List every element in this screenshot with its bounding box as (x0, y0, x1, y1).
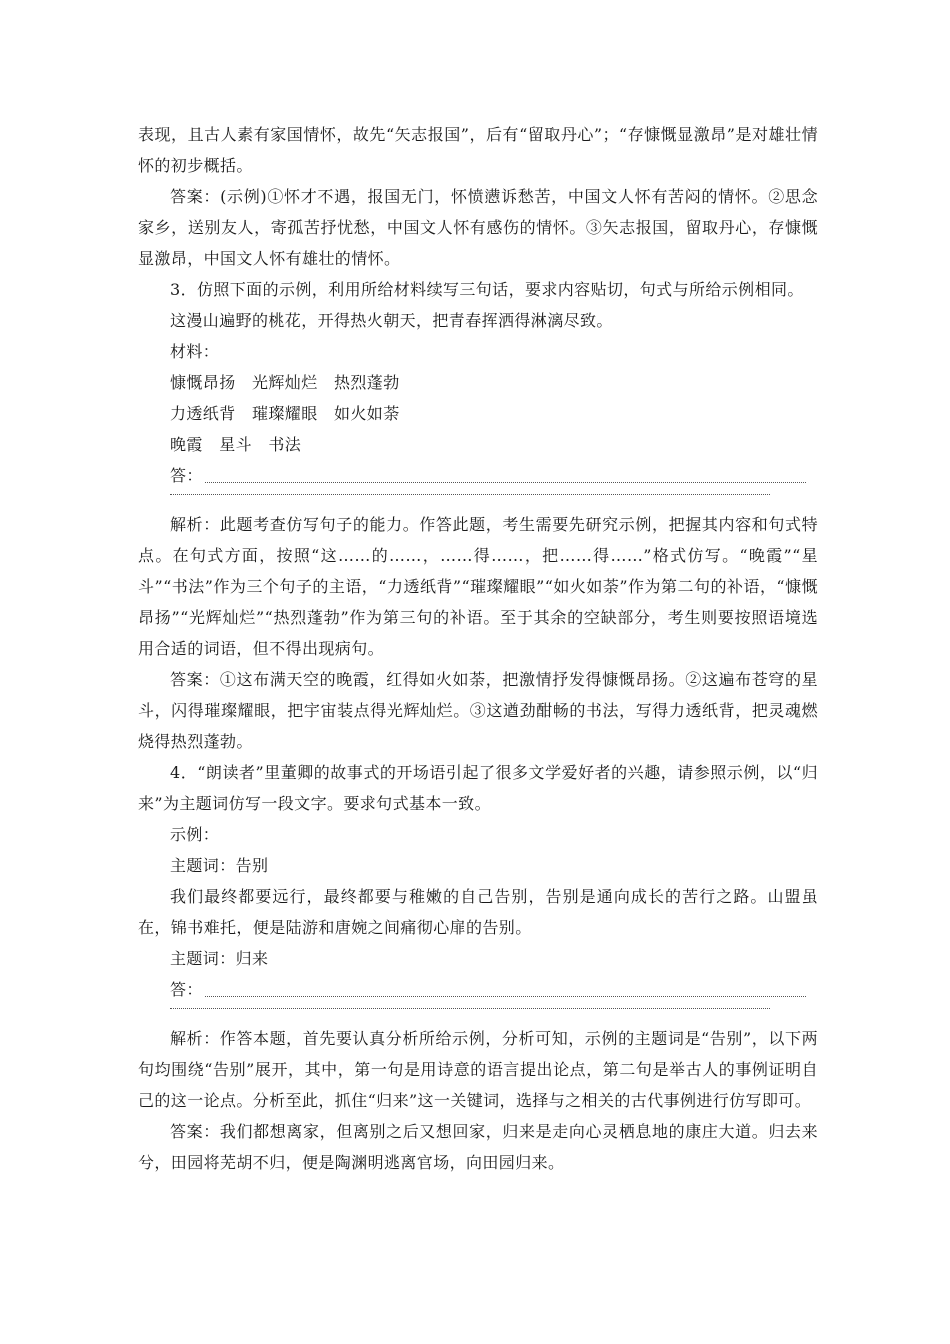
material-line-2: 力透纸背 璀璨耀眼 如火如荼 (170, 404, 400, 423)
question-3-stem: 3．仿照下面的示例，利用所给材料续写三句话，要求内容贴切，句式与所给示例相同。 (170, 280, 804, 299)
topic-word-1: 主题词：告别 (170, 856, 269, 875)
answer-rule (205, 482, 806, 483)
answer-q3: 答案：①这布满天空的晚霞，红得如火如荼，把激情抒发得慷慨昂扬。②这遍布苍穹的星斗，闪得璀璨耀眼，把宇宙装点得光辉灿烂。③这遒劲酣畅的书法，写得力透纸背，把灵魂燃烧得热烈蓬勃。 (138, 670, 818, 751)
document-body (138, 119, 818, 1178)
analysis-q4: 解析：作答本题，首先要认真分析所给示例，分析可知，示例的主题词是“告别”，以下两句均围绕“告别”展开，其中，第一句是用诗意的语言提出论点，第二句是举古人的事例证明自己的这一论点。分析至此，抓住“归来”这一关键词，选择与之相关的古代事例进行仿写即可。 (138, 1029, 818, 1110)
material-line-1: 慷慨昂扬 光辉灿烂 热烈蓬勃 (170, 373, 400, 392)
topic-word-2: 主题词：归来 (170, 949, 269, 968)
analysis-q3: 解析：此题考查仿写句子的能力。作答此题，考生需要先研究示例，把握其内容和句式特点。在句式方面，按照“这……的……，……得……，把……得……”格式仿写。“晚霞”“星斗”“书法”作为三个句子的主语，“力透纸背”“璀璨耀眼”“如火如荼”作为第二句的补语，“慷慨昂扬”“光辉灿烂”“热烈蓬勃”作为第三句的补语。至于其余的空缺部分，考生则要按照语境选用合适的词语，但不得出现病句。 (138, 515, 818, 658)
paragraph-continuation: 表现，且古人素有家国情怀，故先“矢志报国”，后有“留取丹心”；“存慷慨显激昂”是对雄壮情怀的初步概括。 (138, 125, 818, 175)
example-label: 示例： (170, 825, 220, 844)
material-line-3: 晚霞 星斗 书法 (170, 435, 302, 454)
answer-label: 答： (170, 980, 203, 999)
answer-rule-2 (170, 1007, 770, 1009)
question-4-stem: 4．“朗读者”里董卿的故事式的开场语引起了很多文学爱好者的兴趣，请参照示例，以“归来”为主题词仿写一段文字。要求句式基本一致。 (138, 763, 818, 813)
answer-q2: 答案：(示例)①怀才不遇，报国无门，怀愤懑诉愁苦，中国文人怀有苦闷的情怀。②思念家乡，送别友人，寄孤苦抒忧愁，中国文人怀有感伤的情怀。③矢志报国，留取丹心，存慷慨显激昂，中国文人怀有雄壮的情怀。 (138, 187, 818, 268)
question-3-example: 这漫山遍野的桃花，开得热火朝天，把青春挥洒得淋漓尽致。 (170, 311, 613, 330)
answer-blank-q3 (138, 460, 818, 491)
answer-blank-q4 (138, 974, 818, 1005)
answer-q4: 答案：我们都想离家，但离别之后又想回家，归来是走向心灵栖息地的康庄大道。归去来兮，田园将芜胡不归，便是陶渊明逃离官场，向田园归来。 (138, 1122, 818, 1172)
material-label: 材料： (170, 342, 220, 361)
answer-rule-2 (170, 493, 770, 495)
example-text: 我们最终都要远行，最终都要与稚嫩的自己告别，告别是通向成长的苦行之路。山盟虽在，锦书难托，便是陆游和唐婉之间痛彻心扉的告别。 (138, 887, 818, 937)
answer-label: 答： (170, 466, 203, 485)
answer-rule (205, 996, 806, 997)
